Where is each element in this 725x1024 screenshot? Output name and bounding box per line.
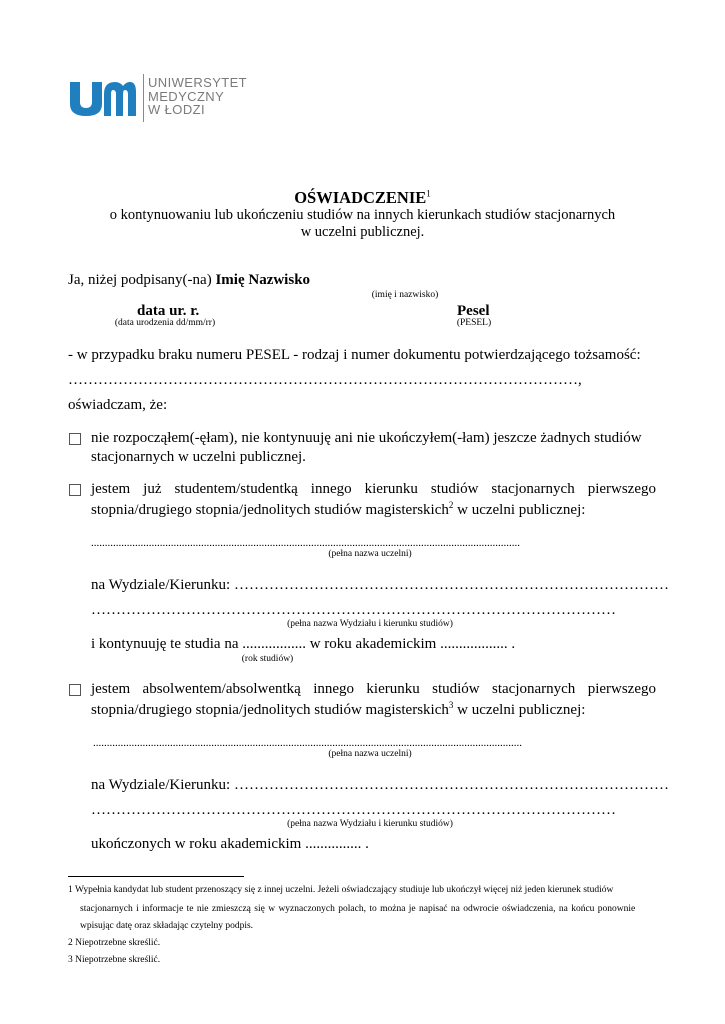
dob-caption: (data urodzenia dd/mm/rr) xyxy=(114,318,216,328)
option-2-faculty-dots[interactable]: …………………………………………………………………………… xyxy=(233,577,669,593)
option-2-line-2 xyxy=(91,500,585,519)
subtitle-line-2: w uczelni publicznej. xyxy=(300,224,425,240)
declarant-prefix: Ja, niżej podpisany(-na) xyxy=(68,272,216,288)
declarant-name[interactable]: Imię Nazwisko xyxy=(215,272,311,288)
option-3-faculty-dots-2[interactable]: …………………………………………………………………………………………… xyxy=(91,802,616,818)
option-3-line-2-text: stopnia/drugiego stopnia/jednolitych studiów magisterskich xyxy=(91,702,449,718)
pesel-caption: (PESEL) xyxy=(456,318,492,328)
declare-text: oświadczam, że: xyxy=(68,397,168,413)
option-3-university-caption: (pełna nazwa uczelni) xyxy=(328,749,412,759)
option-3-line-1: jestem absolwentem/absolwentką innego kierunku studiów stacjonarnych pierwszego xyxy=(91,681,656,697)
footnote-3: 3 Niepotrzebne skreślić. xyxy=(68,955,161,965)
option-1-checkbox[interactable] xyxy=(69,433,81,445)
document-id-prompt: - w przypadku braku numeru PESEL - rodzaj i numer dokumentu potwierdzającego tożsamość: xyxy=(68,347,641,363)
logo-line-1: UNIWERSYTET xyxy=(148,75,248,90)
option-3-footnote-mark: 3 xyxy=(448,700,454,710)
option-3-finished-line[interactable]: ukończonych w roku akademickim ............... . xyxy=(91,836,369,852)
option-2-line-2-text: stopnia/drugiego stopnia/jednolitych studiów magisterskich xyxy=(91,502,449,518)
declarant-line xyxy=(68,272,310,289)
dob-field[interactable]: data ur. r. xyxy=(137,303,200,319)
logo-line-3: W ŁODZI xyxy=(148,102,205,117)
footnote-1-line-2: stacjonarnych i informacje te nie zmieszczą się w wyznaczonych polach, to można je napisać na odwrocie oświadczenia, na końcu ponownie xyxy=(80,904,636,914)
option-2-faculty-caption: (pełna nazwa Wydziału i kierunku studiów) xyxy=(287,619,453,629)
option-2-faculty-label: na Wydziale/Kierunku: xyxy=(91,577,234,593)
footnote-separator xyxy=(68,876,244,877)
option-3-line-2 xyxy=(91,700,585,719)
pesel-field[interactable]: Pesel xyxy=(457,303,490,319)
option-3-faculty-line xyxy=(91,777,669,794)
option-2-university-dots[interactable]: ............................................................................................................................................................ xyxy=(91,537,520,549)
document-id-dots[interactable]: …………………………………………………………………………………………, xyxy=(68,372,582,388)
footnote-2: 2 Niepotrzebne skreślić. xyxy=(68,938,161,948)
option-2-line-2-tail: w uczelni publicznej: xyxy=(453,502,586,518)
option-3-faculty-dots[interactable]: …………………………………………………………………………… xyxy=(233,777,669,793)
option-2-continue-line[interactable]: i kontynuuję te studia na ................. w roku akademickim .................. . xyxy=(91,636,516,652)
document-title xyxy=(0,188,725,208)
option-2-university-caption: (pełna nazwa uczelni) xyxy=(328,549,412,559)
option-3-university-dots[interactable]: ............................................................................................................................................................ xyxy=(93,737,522,749)
um-logo-mark xyxy=(68,80,136,118)
subtitle-line-1: o kontynuowaniu lub ukończeniu studiów na innych kierunkach studiów stacjonarnych xyxy=(109,207,616,223)
title-text: OŚWIADCZENIE xyxy=(294,188,427,207)
option-2-faculty-line xyxy=(91,577,669,594)
option-2-faculty-dots-2[interactable]: …………………………………………………………………………………………… xyxy=(91,602,616,618)
option-3-line-2-tail: w uczelni publicznej: xyxy=(453,702,586,718)
option-3-checkbox[interactable] xyxy=(69,684,81,696)
option-3-faculty-caption: (pełna nazwa Wydziału i kierunku studiów) xyxy=(287,819,453,829)
option-1-line-1: nie rozpocząłem(-ęłam), nie kontynuuję ani nie ukończyłem(-łam) jeszcze żadnych studiów xyxy=(91,430,642,446)
footnote-1-line-3: wpisując datę oraz składając czytelny podpis. xyxy=(80,921,254,931)
option-2-year-caption: (rok studiów) xyxy=(241,654,294,664)
logo-separator xyxy=(143,74,144,122)
option-3-faculty-label: na Wydziale/Kierunku: xyxy=(91,777,234,793)
title-footnote-mark: 1 xyxy=(426,188,431,199)
name-caption: (imię i nazwisko) xyxy=(371,290,439,300)
option-2-footnote-mark: 2 xyxy=(448,500,454,510)
logo-line-2: MEDYCZNY xyxy=(148,88,225,104)
footnote-1-line-1: 1 Wypełnia kandydat lub student przenoszący się z innej uczelni. Jeżeli oświadczający studiuje lub ukończył więcej niż jeden kierunek studiów xyxy=(68,885,614,895)
option-1-line-2: stacjonarnych w uczelni publicznej. xyxy=(91,449,306,465)
option-2-line-1: jestem już studentem/studentką innego kierunku studiów stacjonarnych pierwszego xyxy=(91,481,656,497)
option-2-checkbox[interactable] xyxy=(69,484,81,496)
logo-text xyxy=(148,76,247,117)
